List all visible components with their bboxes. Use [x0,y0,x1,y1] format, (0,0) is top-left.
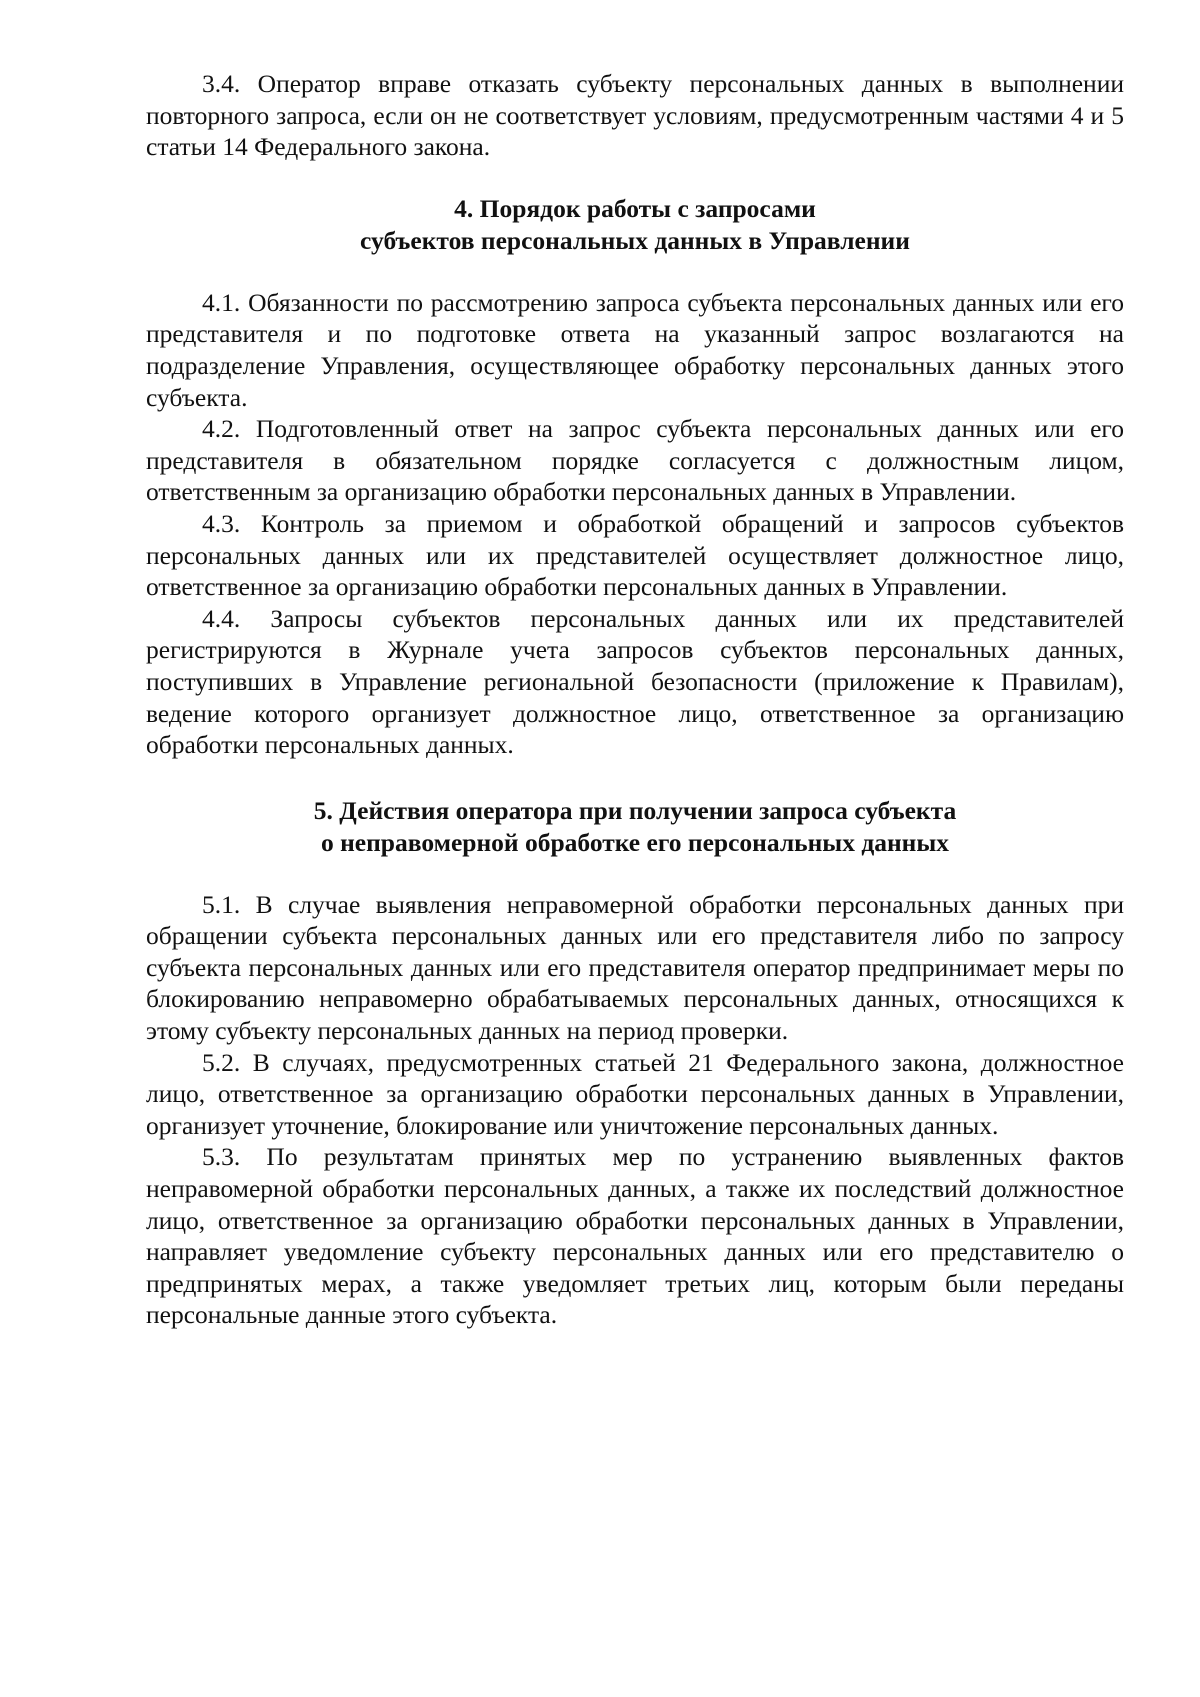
paragraph-3-4: 3.4. Оператор вправе отказать субъекту персональных данных в выполнении повторного запроса, если он не соответствует условиям, предусмотренным частями 4 и 5 статьи 14 Федерального закона. [146,69,1124,162]
document-page [146,68,1124,1331]
paragraph-5-1: 5.1. В случае выявления неправомерной обработки персональных данных при обращении субъекта персональных данных или его представителя либо по запросу субъекта персональных данных или его представителя оператор предпринимает меры по блокированию неправомерно обрабатываемых персональных данных, относящихся к этому субъекту персональных данных на период проверки. [146,889,1124,1046]
paragraph-4-2: 4.2. Подготовленный ответ на запрос субъекта персональных данных или его представителя в обязательном порядке согласуется с должностным лицом, ответственным за организацию обработки персональных данных в Управлении. [146,414,1124,507]
paragraph-4-3: 4.3. Контроль за приемом и обработкой обращений и запросов субъектов персональных данных или их представителей осуществляет должностное лицо, ответственное за организацию обработки персональных данных в Управлении. [146,508,1124,602]
section-5-body [146,889,1124,1331]
section-5-heading-line-1: 5. Действия оператора при получении запроса субъекта [313,795,957,825]
section-5-heading [146,795,1124,859]
paragraph-5-3: 5.3. По результатам принятых мер по устранению выявленных фактов неправомерной обработки персональных данных, а также их последствий должностное лицо, ответственное за организацию обработки персональных данных в Управлении, направляет уведомление субъекту персональных данных или его представителю о предпринятых мерах, а также уведомляет третьих лиц, которым были переданы персональные данные этого субъекта. [146,1142,1124,1330]
section-5-heading-line-2: о неправомерной обработке его персональных данных [320,827,950,857]
section-4-body [146,287,1124,761]
section-4-heading-line-2: субъектов персональных данных в Управлении [360,225,910,255]
paragraph-4-1: 4.1. Обязанности по рассмотрению запроса субъекта персональных данных или его представителя и по подготовке ответа на указанный запрос возлагаются на подразделение Управления, осуществляющее обработку персональных данных этого субъекта. [146,287,1124,412]
section-4-heading-line-1: 4. Порядок работы с запросами [454,193,816,223]
paragraph-4-4: 4.4. Запросы субъектов персональных данных или их представителей регистрируются в Журнале учета запросов субъектов персональных данных, поступивших в Управление региональной безопасности (приложение к Правилам), ведение которого организует должностное лицо, ответственное за организацию обработки персональных данных. [146,603,1124,760]
paragraph-5-2: 5.2. В случаях, предусмотренных статьей 21 Федерального закона, должностное лицо, ответственное за организацию обработки персональных данных в Управлении, организует уточнение, блокирование или уничтожение персональных данных. [146,1047,1124,1140]
section-4-heading [146,193,1124,257]
